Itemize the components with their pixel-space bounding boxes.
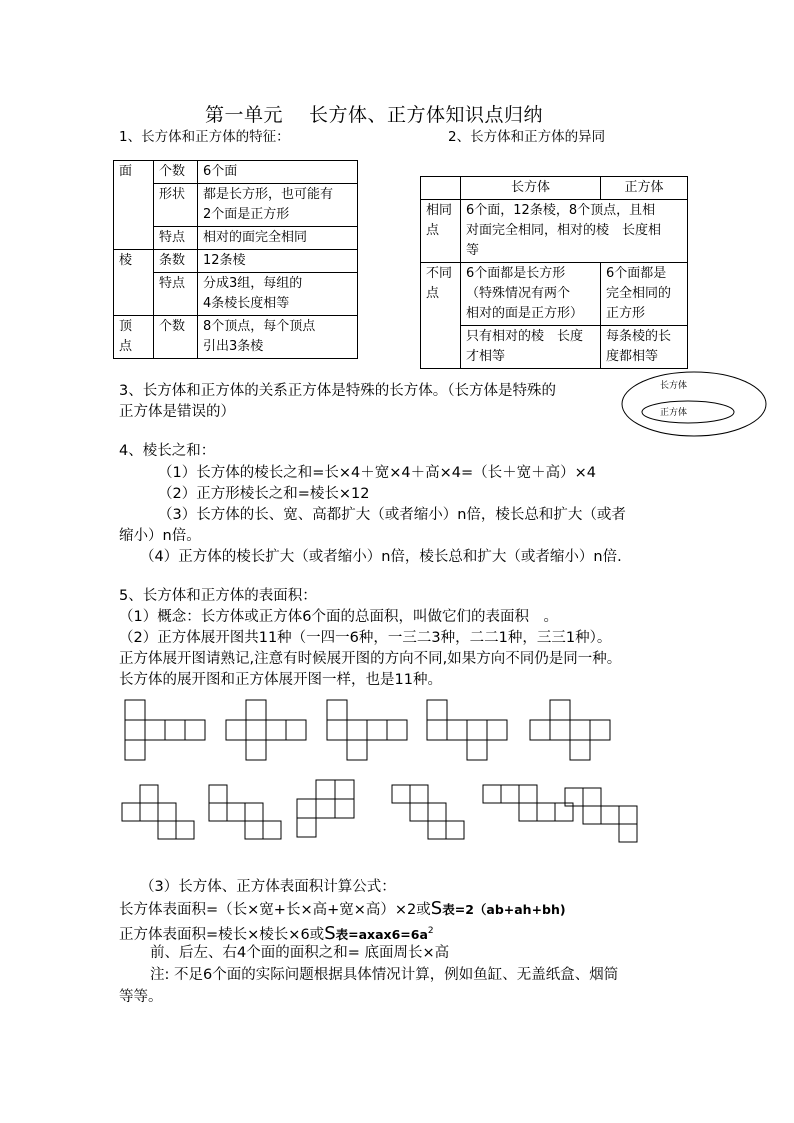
net-cell (428, 803, 446, 821)
same-header-line1: 相同 (426, 203, 453, 218)
net-cell (209, 785, 227, 803)
net-cell (327, 720, 347, 740)
diff-cube-line1: 6个面都是 (606, 266, 667, 281)
net-cell (297, 799, 316, 818)
note-line1: 注: 不足6个面的实际问题根据具体情况计算，例如鱼缸、无盖纸盒、烟筒 (150, 967, 619, 983)
same-line1: 6个面，12条棱，8个顶点，且相 (466, 203, 656, 218)
net-cell (246, 720, 266, 740)
note-line2: 等等。 (119, 989, 163, 1005)
face-feature-label: 特点 (154, 227, 198, 250)
edge-feature-line1: 分成3组，每组的 (203, 276, 303, 291)
net-1-4-1-c (327, 700, 407, 760)
net-cell (550, 700, 570, 720)
net-cell (501, 785, 519, 803)
s5-line1: （1）概念：长方体或正方体6个面的总面积，叫做它们的表面积 。 (119, 609, 558, 625)
formula-lateral: 前、后左、右4个面的面积之和= 底面周长×高 (150, 945, 450, 961)
net-cell (245, 803, 263, 821)
formula-cube-rest: 表=axax6=6a (335, 926, 428, 942)
net-cell (427, 700, 447, 720)
net-cell (266, 720, 286, 740)
net-cell (176, 821, 194, 839)
net-cell (410, 785, 428, 803)
s5-line4: 长方体的展开图和正方体展开图一样，也是11种。 (119, 672, 442, 688)
venn-outer-label: 长方体 (660, 381, 688, 391)
net-cell (125, 700, 145, 720)
net-cell (583, 806, 601, 824)
net-cell (335, 780, 354, 799)
net-3-3 (483, 785, 573, 821)
diff-header-line1: 不同 (426, 266, 453, 281)
net-cell (487, 720, 507, 740)
col-cube: 正方体 (601, 177, 688, 200)
net-cell (263, 821, 281, 839)
net-cell (392, 785, 410, 803)
s5-line3: 正方体展开图请熟记,注意有时候展开图的方向不同,如果方向不同仍是同一种。 (119, 651, 622, 667)
diff-edge-cuboid-line1: 只有相对的棱 长度 (466, 329, 584, 344)
net-cell (570, 740, 590, 760)
face-feature: 相对的面完全相同 (198, 227, 358, 250)
net-cell (158, 821, 176, 839)
net-cell (467, 720, 487, 740)
net-2-2-2 (392, 785, 464, 839)
net-cell (327, 700, 347, 720)
net-cell (347, 740, 367, 760)
net-cell (583, 788, 601, 806)
net-cell (286, 720, 306, 740)
s4-line4: （4）正方体的棱长扩大（或者缩小）n倍，棱长总和扩大（或者缩小）n倍. (140, 549, 622, 565)
net-cell (467, 740, 487, 760)
vertex-count-label: 个数 (154, 316, 198, 359)
net-cell (410, 803, 428, 821)
net-cell (297, 818, 316, 837)
diff-edge-cube-line1: 每条棱的长 (606, 329, 672, 344)
net-cell (347, 720, 367, 740)
edge-feature-label: 特点 (154, 273, 198, 316)
net-cell (140, 785, 158, 803)
net-cell (316, 799, 335, 818)
vertex-count-line1: 8个顶点，每个顶点 (203, 319, 316, 334)
same-line3: 等 (466, 243, 480, 258)
col-cuboid: 长方体 (461, 177, 601, 200)
net-cell (619, 824, 637, 842)
net-cell (209, 803, 227, 821)
net-cell (590, 720, 610, 740)
face-shape-line2: 2个面是正方形 (203, 207, 290, 222)
s4-heading: 4、棱长之和： (119, 443, 216, 459)
s4-line3b: 缩小）n倍。 (119, 528, 201, 544)
venn-inner-label: 正方体 (660, 408, 688, 418)
net-1-4-1-d (427, 700, 507, 760)
formula-cuboid (119, 898, 566, 921)
net-cell (226, 720, 246, 740)
s5-line2: （2）正方体展开图共11种（一四一6种，一三二3种，二二1种，三三1种）。 (119, 630, 612, 646)
formula-cuboid-text: 长方体表面积=（长×宽+长×高+宽×高）×2或 (119, 902, 431, 918)
diff-cuboid-line2: （特殊情况有两个 (466, 286, 571, 301)
face-header: 面 (114, 161, 154, 250)
vertex-count-line2: 引出3条棱 (203, 339, 264, 354)
s4-line2: （2）正方形棱长之和=棱长×12 (158, 486, 370, 502)
net-cell (335, 799, 354, 818)
diff-edge-cube-line2: 度都相等 (606, 349, 659, 364)
net-cell (519, 803, 537, 821)
net-cell (530, 720, 550, 740)
net-cell (185, 720, 205, 740)
net-1-4-1-b (226, 700, 306, 760)
net-cell (122, 803, 140, 821)
net-cell (483, 785, 501, 803)
net-cell (125, 740, 145, 760)
net-cell (550, 720, 570, 740)
net-1-3-2-a (122, 785, 194, 839)
net-cell (246, 700, 266, 720)
net-cell (519, 785, 537, 803)
net-cell (446, 821, 464, 839)
same-header-line2: 点 (426, 223, 440, 238)
net-cell (427, 720, 447, 740)
s4-line1: （1）长方体的棱长之和=长×4＋宽×4＋高×4=（长＋宽＋高）×4 (158, 465, 597, 481)
net-cell (537, 803, 555, 821)
net-cell (227, 803, 245, 821)
net-1-3-2-c (297, 780, 354, 837)
net-cell (145, 720, 165, 740)
formula-cube-sup: 2 (427, 926, 434, 936)
s5-heading: 5、长方体和正方体的表面积： (119, 588, 317, 604)
diff-cuboid-line1: 6个面都是长方形 (466, 266, 566, 281)
formula-heading: （3）长方体、正方体表面积计算公式： (140, 879, 396, 895)
net-cell (158, 803, 176, 821)
formula-cuboid-s: S (430, 898, 443, 919)
net-cell (245, 821, 263, 839)
net-cell (125, 720, 145, 740)
net-cell (428, 821, 446, 839)
net-1-3-2-d (565, 788, 637, 842)
s3-line2: 正方体是错误的） (119, 404, 235, 420)
net-1-3-2-b (209, 785, 281, 839)
formula-cube-text: 正方体表面积=棱长×棱长×6或 (119, 926, 325, 943)
s1-heading: 1、长方体和正方体的特征： (119, 129, 290, 145)
s2-heading: 2、长方体和正方体的异同 (448, 129, 606, 145)
face-shape-label: 形状 (154, 184, 198, 227)
s3-line1: 3、长方体和正方体的关系正方体是特殊的长方体。（长方体是特殊的 (119, 383, 556, 399)
formula-cuboid-rest: 表=2（ab+ah+bh) (442, 902, 566, 917)
net-1-4-1-a (125, 700, 205, 760)
same-line2: 对面完全相同，相对的棱 长度相 (466, 223, 662, 238)
net-cell (246, 740, 266, 760)
diff-cube-line2: 完全相同的 (606, 286, 672, 301)
page-title: 第一单元 长方体、正方体知识点归纳 (205, 104, 544, 126)
net-cell (316, 780, 335, 799)
edge-count: 12条棱 (198, 250, 358, 273)
edge-count-label: 条数 (154, 250, 198, 273)
diff-cube-line3: 正方形 (606, 306, 646, 321)
formula-cube-s: S (324, 922, 336, 944)
diff-header-line2: 点 (426, 286, 440, 301)
net-cell (140, 803, 158, 821)
net-cell (387, 720, 407, 740)
face-shape-line1: 都是长方形，也可能有 (203, 187, 334, 202)
net-1-4-1-e (530, 700, 610, 760)
diff-cuboid-line3: 相对的面是正方形） (466, 306, 584, 321)
vertex-header-line1: 顶 (119, 319, 133, 334)
net-cell (570, 720, 590, 740)
net-cell (447, 720, 467, 740)
face-count-label: 个数 (154, 161, 198, 184)
net-cell (619, 806, 637, 824)
edge-header: 棱 (114, 250, 154, 316)
edge-feature-line2: 4条棱长度相等 (203, 296, 290, 311)
face-count: 6个面 (198, 161, 358, 184)
net-cell (165, 720, 185, 740)
diff-edge-cuboid-line2: 才相等 (466, 349, 506, 364)
net-cell (601, 806, 619, 824)
net-cell (367, 720, 387, 740)
s4-line3a: （3）长方体的长、宽、高都扩大（或者缩小）n倍，棱长总和扩大（或者 (158, 507, 626, 523)
vertex-header-line2: 点 (119, 339, 133, 354)
